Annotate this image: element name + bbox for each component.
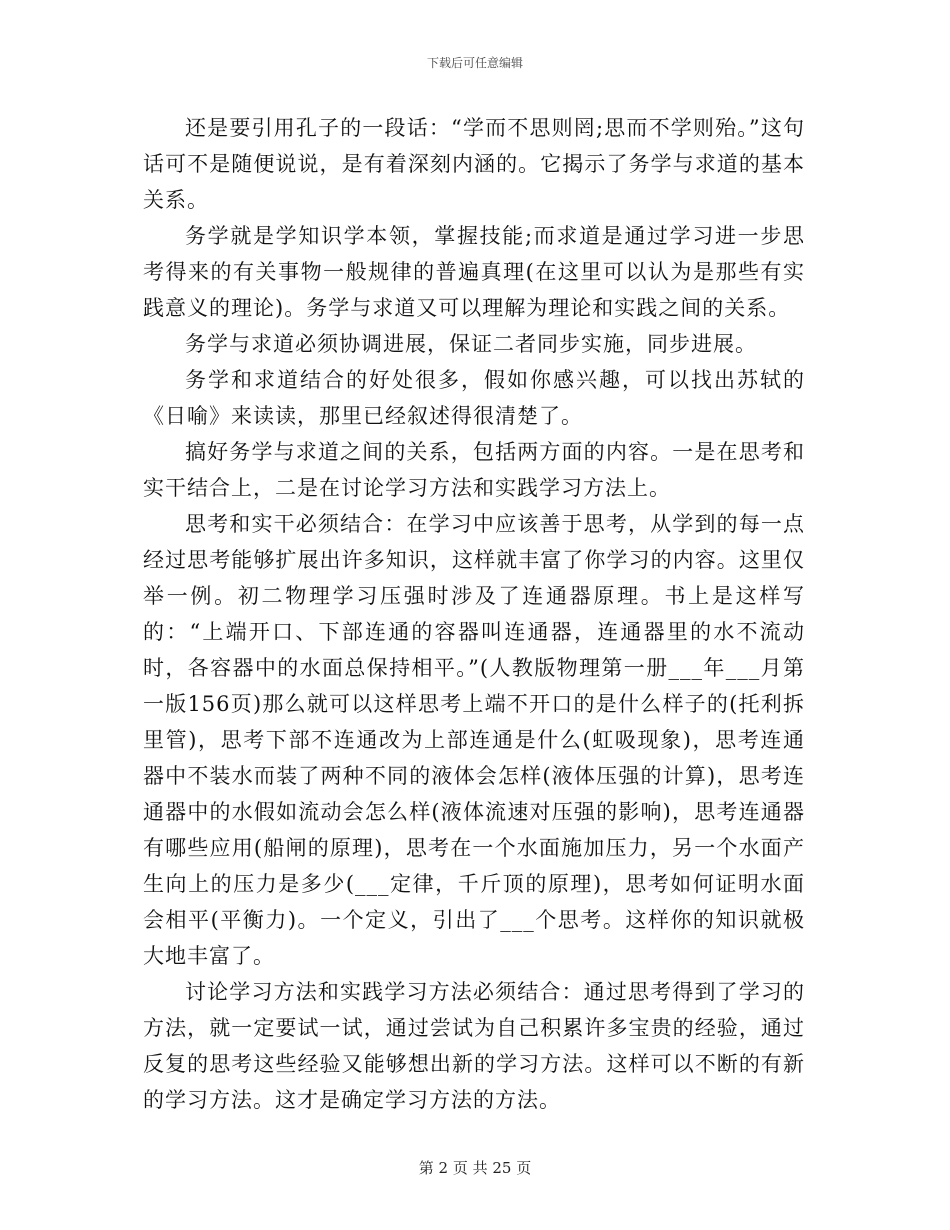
paragraph-3: 务学与求道必须协调进展，保证二者同步实施，同步进展。 xyxy=(185,332,757,356)
paragraph-7: 讨论学习方法和实践学习方法必须结合：通过思考得到了学习的方法，就一定要试一试，通过尝试为自己积累许多宝贵的经验，通过反复的思考这些经验又能够想出新的学习方法。这样可以不断的有新的学习方法。这才是确定学习方法的方法。 xyxy=(143,980,805,1112)
paragraph-4: 务学和求道结合的好处很多，假如你感兴趣，可以找出苏轼的《日喻》来读读，那里已经叙述得很清楚了。 xyxy=(143,368,805,428)
page-footer: 第 2 页 共 25 页 xyxy=(418,1159,532,1177)
page-header: 下载后可任意编辑 xyxy=(426,56,523,70)
paragraph-2: 务学就是学知识学本领，掌握技能;而求道是通过学习进一步思考得来的有关事物一般规律的普遍真理(在这里可以认为是那些有实践意义的理论)。务学与求道又可以理解为理论和实践之间的关系。 xyxy=(143,224,805,320)
document-body xyxy=(143,110,805,1118)
paragraph-5: 搞好务学与求道之间的关系，包括两方面的内容。一是在思考和实干结合上，二是在讨论学习方法和实践学习方法上。 xyxy=(143,440,805,500)
paragraph-1: 还是要引用孔子的一段话：“学而不思则罔;思而不学则殆。”这句话可不是随便说说，是有着深刻内涵的。它揭示了务学与求道的基本关系。 xyxy=(143,116,805,212)
paragraph-6: 思考和实干必须结合：在学习中应该善于思考，从学到的每一点经过思考能够扩展出许多知识，这样就丰富了你学习的内容。这里仅举一例。初二物理学习压强时涉及了连通器原理。书上是这样写的：“上端开口、下部连通的容器叫连通器，连通器里的水不流动时，各容器中的水面总保持相平。”(人教版物理第一册___年___月第一版156页)那么就可以这样思考上端不开口的是什么样子的(托利拆里管)，思考下部不连通改为上部连通是什么(虹吸现象)，思考连通器中不装水而装了两种不同的液体会怎样(液体压强的计算)，思考连通器中的水假如流动会怎么样(液体流速对压强的影响)，思考连通器有哪些应用(船闸的原理)，思考在一个水面施加压力，另一个水面产生向上的压力是多少(___定律，千斤顶的原理)，思考如何证明水面会相平(平衡力)。一个定义，引出了___个思考。这样你的知识就极大地丰富了。 xyxy=(143,512,805,968)
